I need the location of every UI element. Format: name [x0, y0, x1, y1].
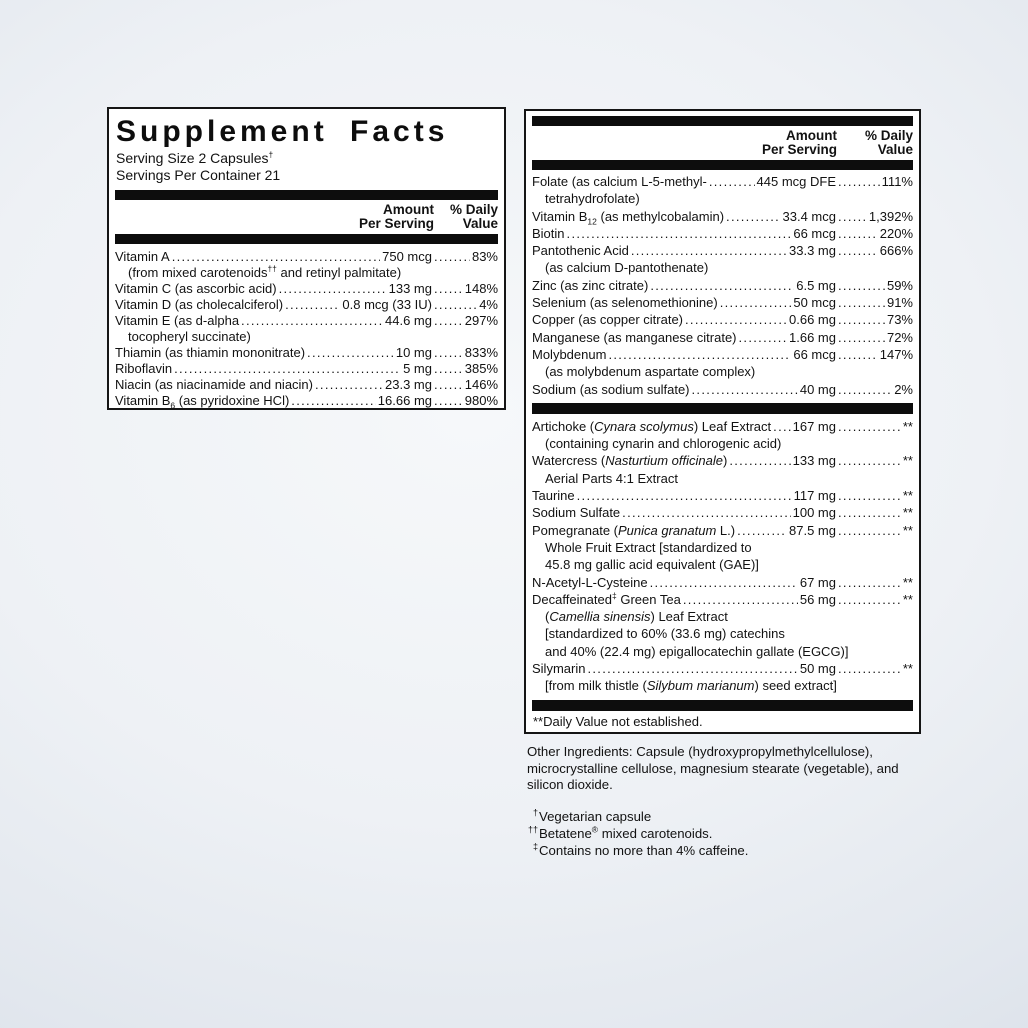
ingredient-name: Decaffeinated‡ Green Tea — [532, 590, 681, 607]
divider-bar — [532, 116, 913, 126]
daily-value-column-header: % Daily Value — [449, 202, 498, 231]
nutrient-row — [532, 294, 913, 311]
supplement-facts-panel-left — [107, 107, 506, 410]
amount-value: 750 mcg — [382, 249, 432, 264]
amount-value: 0.8 mcg (33 IU) — [342, 297, 432, 312]
nutrient-row — [532, 660, 913, 677]
ingredient-name: Pantothenic Acid — [532, 243, 629, 259]
daily-value-percent: 4% — [479, 297, 498, 312]
ingredient-detail: [from milk thistle (Silybum marianum) seed extract] — [545, 678, 837, 694]
amount-value: 33.4 mcg — [782, 208, 836, 224]
dot-leader — [729, 452, 790, 469]
ingredient-name: Selenium (as selenomethionine) — [532, 295, 718, 311]
dot-leader — [838, 591, 901, 608]
daily-value-percent: 833% — [464, 345, 498, 360]
amount-value: 66 mcg — [793, 225, 836, 241]
nutrient-row — [532, 173, 913, 190]
amount-value: 87.5 mg — [789, 522, 836, 538]
botanical-rows — [532, 418, 913, 695]
footnote-marker: †† — [527, 824, 538, 835]
table-row — [115, 297, 498, 313]
nutrient-row — [532, 418, 913, 435]
daily-value-percent: ** — [902, 488, 913, 504]
nutrient-row — [532, 591, 913, 608]
ingredient-name: Watercress (Nasturtium officinale) — [532, 453, 728, 469]
footnote-text: Betatene® mixed carotenoids. — [539, 824, 713, 841]
table-row — [532, 487, 913, 504]
footnote-row — [524, 825, 924, 842]
ingredient-name: Vitamin $B_6$ (as pyridoxine HCl) — [115, 393, 290, 410]
label-footnotes-block — [524, 744, 924, 859]
dot-leader — [650, 574, 798, 591]
table-row — [532, 574, 913, 591]
footnote-text: Vegetarian capsule — [539, 808, 652, 824]
table-row — [532, 660, 913, 695]
nutrient-row — [532, 504, 913, 521]
amount-value: 33.3 mg — [789, 243, 836, 259]
nutrient-row — [532, 311, 913, 328]
amount-column-header: Amount Per Serving — [761, 128, 837, 157]
footnote-list — [524, 808, 924, 860]
footnote-marker: ‡ — [532, 841, 538, 852]
daily-value-percent: 91% — [886, 295, 913, 311]
amount-value: 0.66 mg — [789, 312, 836, 328]
dot-leader — [172, 249, 380, 265]
dot-leader — [838, 522, 901, 539]
divider-bar — [532, 403, 913, 414]
column-header — [532, 126, 913, 160]
amount-value: 67 mg — [799, 574, 836, 590]
amount-value: 167 mg — [792, 418, 836, 434]
amount-column-header: Amount Per Serving — [358, 202, 434, 231]
ingredient-detail: (from mixed carotenoids†† and retinyl palmitate) — [128, 263, 402, 280]
amount-value: 44.6 mg — [385, 313, 432, 328]
table-row — [532, 591, 913, 660]
ingredient-name: Sodium Sulfate — [532, 505, 621, 521]
nutrient-row — [532, 242, 913, 259]
daily-value-percent: ** — [902, 661, 913, 677]
daily-value-cell — [432, 377, 498, 393]
nutrient-row — [115, 393, 498, 409]
dot-leader — [838, 381, 892, 398]
ingredient-name: Biotin — [532, 225, 565, 241]
daily-value-percent: 147% — [879, 346, 913, 362]
dot-leader — [434, 249, 470, 265]
daily-value-cell — [836, 311, 913, 328]
amount-value: 10 mg — [395, 345, 432, 360]
dot-leader — [434, 345, 463, 361]
dot-leader — [241, 313, 383, 329]
daily-value-cell — [836, 208, 913, 225]
ingredient-detail: tocopheryl succinate) — [128, 329, 251, 344]
dot-leader — [838, 487, 901, 504]
amount-value: 50 mg — [799, 661, 836, 677]
daily-value-percent: 220% — [879, 225, 913, 241]
ingredient-detail: 45.8 mg gallic acid equivalent (GAE)] — [545, 557, 759, 573]
dot-leader — [737, 522, 787, 539]
dot-leader — [577, 487, 792, 504]
footnote-text: Contains no more than 4% caffeine. — [539, 843, 749, 859]
dot-leader — [587, 660, 797, 677]
daily-value-cell — [432, 345, 498, 361]
nutrient-rows — [532, 173, 913, 398]
table-row — [115, 249, 498, 281]
nutrient-row — [115, 377, 498, 393]
footnote-marker: † — [532, 807, 538, 818]
divider-bar — [532, 700, 913, 711]
daily-value-cell — [432, 297, 498, 313]
daily-value-percent: 1,392% — [868, 208, 913, 224]
dot-leader — [650, 277, 794, 294]
nutrient-row — [115, 281, 498, 297]
daily-value-percent: 83% — [471, 249, 498, 264]
supplement-facts-panel-right — [524, 109, 921, 734]
table-row — [115, 345, 498, 361]
table-row — [532, 346, 913, 381]
nutrient-row — [532, 522, 913, 539]
dot-leader — [434, 313, 463, 329]
nutrient-row — [115, 345, 498, 361]
divider-bar — [532, 160, 913, 170]
amount-value: 5 mg — [403, 361, 432, 376]
daily-value-cell — [836, 173, 913, 190]
daily-value-cell — [432, 361, 498, 377]
amount-value: 56 mg — [799, 591, 836, 607]
daily-value-cell — [836, 242, 913, 259]
amount-value: 40 mg — [799, 381, 836, 397]
ingredient-name: Taurine — [532, 488, 575, 504]
daily-value-percent: 666% — [879, 243, 913, 259]
ingredient-name: Vitamin A — [115, 249, 170, 264]
ingredient-name: Vitamin C (as ascorbic acid) — [115, 281, 277, 296]
amount-value: 133 mg — [388, 281, 432, 296]
nutrient-row — [115, 297, 498, 313]
servings-per-container: Servings Per Container 21 — [116, 166, 281, 183]
table-row — [532, 381, 913, 398]
nutrient-row — [115, 361, 498, 377]
dot-leader — [291, 393, 376, 409]
daily-value-cell — [836, 522, 913, 539]
dot-leader — [739, 329, 788, 346]
daily-value-cell — [836, 487, 913, 504]
daily-value-cell — [836, 225, 913, 242]
dot-leader — [608, 346, 791, 363]
serving-size: Serving Size 2 Capsules† — [116, 149, 274, 166]
amount-value: 50 mcg — [793, 295, 836, 311]
dot-leader — [720, 294, 792, 311]
dot-leader — [307, 345, 394, 361]
daily-value-cell — [836, 329, 913, 346]
ingredient-detail: (containing cynarin and chlorogenic acid) — [545, 436, 782, 452]
daily-value-percent: 148% — [464, 281, 498, 296]
divider-bar — [115, 234, 498, 244]
daily-value-percent: 385% — [464, 361, 498, 376]
daily-value-cell — [836, 294, 913, 311]
footnote-row — [524, 842, 924, 859]
dot-leader — [838, 329, 885, 346]
table-row — [532, 208, 913, 225]
nutrient-row — [532, 487, 913, 504]
dot-leader — [434, 361, 463, 377]
table-row — [115, 281, 498, 297]
dot-leader — [315, 377, 383, 393]
dot-leader — [692, 381, 798, 398]
table-row — [115, 313, 498, 345]
ingredient-detail: (as calcium D-pantothenate) — [545, 260, 709, 276]
dot-leader — [838, 311, 885, 328]
daily-value-percent: 72% — [886, 329, 913, 345]
dot-leader — [709, 173, 755, 190]
amount-value: 100 mg — [792, 505, 836, 521]
daily-value-percent: 146% — [464, 377, 498, 392]
daily-value-cell — [432, 281, 498, 297]
ingredient-name: Artichoke (Cynara scolymus) Leaf Extract — [532, 418, 772, 434]
amount-value: 6.5 mg — [796, 277, 836, 293]
dot-leader — [631, 242, 787, 259]
dot-leader — [174, 361, 401, 377]
table-row — [532, 329, 913, 346]
dot-leader — [567, 225, 792, 242]
divider-bar — [115, 190, 498, 200]
dot-leader — [434, 377, 463, 393]
daily-value-cell — [432, 393, 498, 409]
dot-leader — [838, 277, 885, 294]
daily-value-cell — [836, 381, 913, 398]
dot-leader — [838, 574, 901, 591]
amount-value: 16.66 mg — [377, 393, 432, 408]
nutrient-row — [532, 346, 913, 363]
dot-leader — [434, 393, 463, 409]
dot-leader — [838, 452, 901, 469]
table-row — [532, 225, 913, 242]
ingredient-detail: (Camellia sinensis) Leaf Extract — [545, 609, 728, 625]
table-row — [532, 294, 913, 311]
ingredient-name: Manganese (as manganese citrate) — [532, 329, 737, 345]
amount-value: 66 mcg — [793, 346, 836, 362]
dot-leader — [622, 504, 790, 521]
nutrient-row — [115, 249, 498, 265]
nutrient-row — [532, 381, 913, 398]
amount-value: 117 mg — [793, 488, 836, 504]
dot-leader — [285, 297, 340, 313]
dot-leader — [838, 294, 885, 311]
ingredient-detail: and 40% (22.4 mg) epigallocatechin gallate (EGCG)] — [545, 643, 849, 659]
dot-leader — [434, 297, 477, 313]
daily-value-cell — [836, 418, 913, 435]
nutrient-row — [532, 225, 913, 242]
ingredient-name: Vitamin $B_{12}$ (as methylcobalamin) — [532, 208, 725, 227]
daily-value-cell — [836, 452, 913, 469]
ingredient-name: Molybdenum — [532, 346, 607, 362]
daily-value-percent: 59% — [886, 277, 913, 293]
other-ingredients: Other Ingredients: Capsule (hydroxypropylmethylcellulose), microcrystalline cellulose, magnesium stearate (vegetable), and silicon dioxide. — [527, 744, 899, 793]
dot-leader — [838, 504, 901, 521]
panel-title: Supplement Facts — [116, 115, 449, 148]
daily-value-cell — [836, 660, 913, 677]
dot-leader — [683, 591, 798, 608]
amount-value: 133 mg — [792, 453, 836, 469]
daily-value-cell — [836, 346, 913, 363]
daily-value-percent: ** — [902, 505, 913, 521]
daily-value-cell — [836, 591, 913, 608]
ingredient-name: Vitamin D (as cholecalciferol) — [115, 297, 284, 312]
amount-value: 445 mcg DFE — [756, 174, 836, 189]
ingredient-name: N-Acetyl-L-Cysteine — [532, 574, 648, 590]
ingredient-name: Thiamin (as thiamin mononitrate) — [115, 345, 306, 360]
ingredient-detail: (as molybdenum aspartate complex) — [545, 364, 756, 380]
ingredient-name: Zinc (as zinc citrate) — [532, 277, 649, 293]
ingredient-name: Pomegranate (Punica granatum L.) — [532, 522, 736, 538]
ingredient-name: Vitamin E (as d-alpha — [115, 313, 240, 328]
dot-leader — [838, 660, 901, 677]
ingredient-detail: [standardized to 60% (33.6 mg) catechins — [545, 626, 785, 642]
ingredient-detail: Aerial Parts 4:1 Extract — [545, 470, 678, 486]
daily-value-percent: 980% — [464, 393, 498, 408]
dot-leader — [838, 346, 878, 363]
daily-value-percent: 2% — [894, 381, 913, 397]
dot-leader — [685, 311, 787, 328]
dot-leader — [838, 208, 867, 225]
daily-value-cell — [432, 249, 498, 265]
table-row — [115, 361, 498, 377]
ingredient-name: Silymarin — [532, 661, 586, 677]
dot-leader — [773, 418, 790, 435]
daily-value-cell — [432, 313, 498, 329]
daily-value-percent: 111% — [881, 174, 913, 189]
table-row — [532, 522, 913, 574]
dot-leader — [838, 173, 880, 190]
nutrient-rows — [115, 249, 498, 409]
table-row — [115, 377, 498, 393]
table-row — [532, 311, 913, 328]
dot-leader — [726, 208, 780, 225]
daily-value-cell — [836, 277, 913, 294]
table-row — [115, 393, 498, 409]
table-row — [532, 173, 913, 208]
daily-value-percent: 73% — [886, 312, 913, 328]
ingredient-name: Sodium (as sodium sulfate) — [532, 381, 690, 397]
ingredient-detail: Whole Fruit Extract [standardized to — [545, 539, 752, 555]
dot-leader — [434, 281, 463, 297]
daily-value-percent: ** — [902, 591, 913, 607]
table-row — [532, 504, 913, 521]
daily-value-cell — [836, 574, 913, 591]
daily-value-cell — [836, 504, 913, 521]
ingredient-name: Copper (as copper citrate) — [532, 312, 684, 328]
nutrient-row — [532, 208, 913, 225]
daily-value-percent: ** — [902, 574, 913, 590]
footnote-row — [524, 808, 924, 825]
nutrient-row — [532, 277, 913, 294]
ingredient-name: Niacin (as niacinamide and niacin) — [115, 377, 313, 392]
column-header — [115, 200, 498, 234]
dot-leader — [279, 281, 387, 297]
nutrient-row — [115, 313, 498, 329]
dot-leader — [838, 242, 878, 259]
amount-value: 1.66 mg — [789, 329, 836, 345]
daily-value-percent: 297% — [464, 313, 498, 328]
ingredient-name: Folate (as calcium L-5-methyl- — [532, 174, 707, 189]
nutrient-row — [532, 329, 913, 346]
table-row — [532, 418, 913, 453]
daily-value-percent: ** — [902, 418, 913, 434]
table-row — [532, 452, 913, 487]
daily-value-percent: ** — [902, 453, 913, 469]
table-row — [532, 277, 913, 294]
ingredient-name: Riboflavin — [115, 361, 173, 376]
nutrient-row — [532, 574, 913, 591]
daily-value-footnote: **Daily Value not established. — [533, 713, 703, 729]
daily-value-percent: ** — [902, 522, 913, 538]
daily-value-column-header: % Daily Value — [864, 128, 913, 157]
amount-value: 23.3 mg — [385, 377, 432, 392]
ingredient-detail: tetrahydrofolate) — [545, 191, 640, 207]
nutrient-row — [532, 452, 913, 469]
table-row — [532, 242, 913, 277]
dot-leader — [838, 418, 901, 435]
dot-leader — [838, 225, 878, 242]
